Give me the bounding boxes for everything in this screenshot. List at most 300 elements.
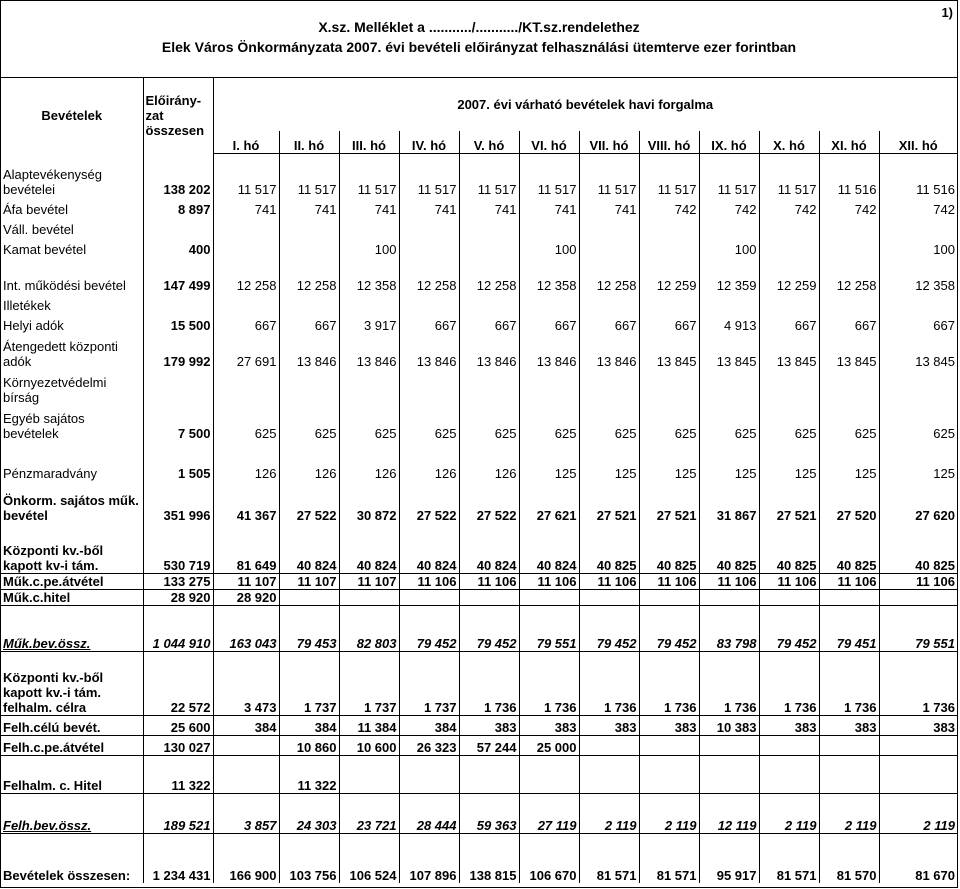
month-value-6: 625 [519, 405, 579, 441]
month-value-1: 12 258 [213, 257, 279, 293]
row-total: 138 202 [143, 153, 213, 197]
page-number: 1) [941, 5, 953, 20]
month-value-11: 1 736 [819, 651, 879, 715]
month-value-7: 11 517 [579, 153, 639, 197]
month-value-11 [819, 217, 879, 237]
month-value-9 [699, 369, 759, 405]
month-value-12: 667 [933, 318, 955, 333]
month-value-11 [819, 237, 879, 257]
row-label: Felh.bev.össz. [1, 793, 143, 833]
month-value-5: 667 [459, 313, 519, 333]
month-value-3: 23 721 [339, 793, 399, 833]
month-value-2: 625 [279, 405, 339, 441]
month-header-7: VII. hó [579, 131, 639, 153]
month-value-8: 1 736 [639, 651, 699, 715]
month-value-10: 27 521 [759, 481, 819, 523]
month-value-10: 667 [759, 313, 819, 333]
table-row [1, 237, 957, 257]
row-label: Felh.c.pe.átvétel [1, 735, 143, 755]
row-total: 25 600 [143, 715, 213, 735]
month-value-10 [759, 293, 819, 313]
table-row [1, 313, 957, 333]
month-value-4: 741 [399, 197, 459, 217]
row-label: Bevételek összesen: [1, 833, 143, 883]
month-value-1: 126 [213, 441, 279, 481]
month-value-7: 79 452 [579, 605, 639, 651]
row-total: 8 897 [143, 197, 213, 217]
month-value-5 [459, 369, 519, 405]
row-total: 133 275 [143, 573, 213, 589]
month-value-6: 125 [519, 441, 579, 481]
table-row [1, 715, 957, 735]
month-value-2: 24 303 [279, 793, 339, 833]
month-value-11: 81 570 [819, 833, 879, 883]
month-value-1 [213, 293, 279, 313]
month-value-8: 40 825 [639, 523, 699, 573]
month-value-7: 12 258 [579, 257, 639, 293]
month-value-10 [759, 217, 819, 237]
month-value-6: 40 824 [519, 523, 579, 573]
row-label: Áfa bevétel [1, 197, 143, 217]
month-value-4: 667 [399, 313, 459, 333]
month-value-9: 40 825 [699, 523, 759, 573]
row-label: Helyi adók [1, 313, 143, 333]
month-value-6 [519, 589, 579, 605]
row-label: Környezetvédelmi bírság [1, 369, 143, 405]
month-value-12: 383 [879, 715, 957, 735]
table-row [1, 257, 957, 293]
month-value-12: 1 736 [879, 651, 957, 715]
row-label: Műk.c.hitel [1, 589, 143, 605]
month-value-8: 667 [639, 313, 699, 333]
month-value-9: 11 517 [699, 153, 759, 197]
month-value-9: 13 845 [699, 333, 759, 369]
month-value-4: 28 444 [399, 793, 459, 833]
row-label: Illetékek [1, 293, 143, 313]
month-value-4 [399, 755, 459, 793]
month-value-3 [339, 589, 399, 605]
month-value-3: 106 524 [339, 833, 399, 883]
table-row [1, 441, 957, 481]
row-total: 1 505 [143, 441, 213, 481]
month-value-4 [399, 369, 459, 405]
table-row [1, 735, 957, 755]
month-value-4: 384 [399, 715, 459, 735]
month-value-11: 12 258 [819, 257, 879, 293]
month-value-10: 40 825 [759, 523, 819, 573]
month-value-5: 138 815 [459, 833, 519, 883]
month-value-9: 95 917 [699, 833, 759, 883]
month-value-1: 28 920 [213, 589, 279, 605]
month-value-12: 125 [933, 466, 955, 481]
month-value-8: 2 119 [639, 793, 699, 833]
month-value-4: 13 846 [399, 333, 459, 369]
month-value-2: 1 737 [279, 651, 339, 715]
month-value-10: 383 [759, 715, 819, 735]
month-header-2: II. hó [279, 131, 339, 153]
month-value-9 [699, 217, 759, 237]
title-block [1, 1, 957, 78]
month-value-9 [699, 293, 759, 313]
month-value-9: 31 867 [699, 481, 759, 523]
month-value-8: 81 571 [639, 833, 699, 883]
month-value-2: 40 824 [279, 523, 339, 573]
month-value-3: 1 737 [339, 651, 399, 715]
month-value-12: 40 825 [915, 557, 955, 573]
month-value-7: 741 [579, 197, 639, 217]
row-total: 22 572 [143, 651, 213, 715]
table-row [1, 333, 957, 369]
month-value-8 [639, 735, 699, 755]
month-value-11: 13 845 [819, 333, 879, 369]
month-value-4 [399, 237, 459, 257]
table-row [1, 589, 957, 605]
month-value-11 [819, 755, 879, 793]
table-row [1, 523, 957, 573]
table-row [1, 405, 957, 441]
month-value-1: 11 107 [213, 573, 279, 589]
month-value-5: 11 106 [459, 573, 519, 589]
month-value-7: 125 [579, 441, 639, 481]
month-value-5: 12 258 [459, 257, 519, 293]
month-value-8: 742 [639, 197, 699, 217]
month-value-7 [579, 369, 639, 405]
month-value-2 [279, 369, 339, 405]
row-total: 351 996 [143, 481, 213, 523]
month-value-4: 26 323 [399, 735, 459, 755]
month-value-6: 25 000 [519, 735, 579, 755]
row-label: Pénzmaradvány [1, 441, 143, 481]
table-row [1, 217, 957, 237]
month-value-5: 59 363 [459, 793, 519, 833]
month-value-4: 27 522 [399, 481, 459, 523]
month-value-9: 742 [699, 197, 759, 217]
month-value-1 [213, 735, 279, 755]
month-value-9: 1 736 [699, 651, 759, 715]
month-value-11: 79 451 [819, 605, 879, 651]
month-value-7: 11 106 [579, 573, 639, 589]
month-value-12 [879, 369, 957, 405]
month-value-8: 383 [639, 715, 699, 735]
month-value-1: 741 [213, 197, 279, 217]
month-value-5: 57 244 [459, 735, 519, 755]
month-value-7 [579, 217, 639, 237]
month-value-12 [879, 217, 957, 237]
month-value-10: 13 845 [759, 333, 819, 369]
month-value-11 [819, 293, 879, 313]
row-label: Alaptevékenység bevételei [1, 153, 143, 197]
table-row [1, 197, 957, 217]
month-value-8 [639, 755, 699, 793]
month-value-5: 11 517 [459, 153, 519, 197]
month-value-12: 27 620 [915, 508, 955, 523]
month-value-6: 79 551 [519, 605, 579, 651]
month-value-3: 741 [339, 197, 399, 217]
month-value-6 [519, 293, 579, 313]
month-value-10: 625 [759, 405, 819, 441]
month-value-8: 11 517 [639, 153, 699, 197]
month-value-11 [819, 369, 879, 405]
month-header-8: VIII. hó [639, 131, 699, 153]
month-value-2: 27 522 [279, 481, 339, 523]
header-monthly-title: 2007. évi várható bevételek havi forgalma [457, 96, 714, 112]
month-value-1: 11 517 [213, 153, 279, 197]
month-value-4 [399, 589, 459, 605]
month-value-8: 625 [639, 405, 699, 441]
month-value-6: 100 [519, 237, 579, 257]
month-value-5: 625 [459, 405, 519, 441]
month-value-11: 742 [819, 197, 879, 217]
month-value-10: 79 452 [759, 605, 819, 651]
header-row [1, 77, 957, 131]
month-value-1: 3 473 [213, 651, 279, 715]
month-value-2: 741 [279, 197, 339, 217]
row-label: Önkorm. sajátos műk. bevétel [1, 481, 143, 523]
revenue-table [1, 77, 957, 883]
month-value-3: 10 600 [339, 735, 399, 755]
month-value-5: 79 452 [459, 605, 519, 651]
month-value-1: 27 691 [213, 333, 279, 369]
month-value-2: 13 846 [279, 333, 339, 369]
month-value-8 [639, 237, 699, 257]
month-value-12: 81 670 [879, 833, 957, 883]
month-value-11: 383 [819, 715, 879, 735]
month-value-5: 27 522 [459, 481, 519, 523]
month-value-9: 12 359 [699, 257, 759, 293]
table-row [1, 651, 957, 715]
month-value-1: 166 900 [213, 833, 279, 883]
month-value-10 [759, 589, 819, 605]
month-value-12 [879, 755, 957, 793]
month-value-12 [879, 735, 957, 755]
month-value-3 [339, 755, 399, 793]
table-row [1, 833, 957, 883]
month-value-1: 667 [213, 313, 279, 333]
month-value-2 [279, 217, 339, 237]
row-total: 1 234 431 [143, 833, 213, 883]
month-value-2: 11 107 [279, 573, 339, 589]
month-value-5 [459, 755, 519, 793]
month-header-1: I. hó [213, 131, 279, 153]
row-label: Kamat bevétel [1, 237, 143, 257]
month-value-1: 163 043 [213, 605, 279, 651]
row-label: Egyéb sajátos bevételek [1, 405, 143, 441]
month-value-8 [639, 293, 699, 313]
month-value-6 [519, 217, 579, 237]
month-value-1 [213, 755, 279, 793]
month-value-6: 106 670 [519, 833, 579, 883]
month-value-7: 383 [579, 715, 639, 735]
month-value-3: 126 [339, 441, 399, 481]
table-row [1, 293, 957, 313]
month-value-10: 742 [759, 197, 819, 217]
month-value-9: 10 383 [699, 715, 759, 735]
month-value-6: 11 106 [519, 573, 579, 589]
month-value-6: 667 [519, 313, 579, 333]
row-total: 179 992 [143, 333, 213, 369]
month-value-3 [339, 293, 399, 313]
month-value-6: 1 736 [519, 651, 579, 715]
month-value-5 [459, 217, 519, 237]
month-value-3: 11 384 [339, 715, 399, 735]
month-value-12: 12 358 [915, 278, 955, 293]
month-value-5: 126 [459, 441, 519, 481]
month-value-3: 40 824 [339, 523, 399, 573]
row-total [143, 293, 213, 313]
month-value-7: 667 [579, 313, 639, 333]
month-value-1: 81 649 [213, 523, 279, 573]
month-value-8: 27 521 [639, 481, 699, 523]
month-value-11: 27 520 [819, 481, 879, 523]
month-value-4: 12 258 [399, 257, 459, 293]
month-value-10: 1 736 [759, 651, 819, 715]
row-label: Váll. bevétel [1, 217, 143, 237]
month-value-3: 11 517 [339, 153, 399, 197]
month-value-2: 11 322 [279, 755, 339, 793]
month-value-2: 103 756 [279, 833, 339, 883]
month-value-3: 100 [339, 237, 399, 257]
month-value-11: 625 [819, 405, 879, 441]
month-value-11: 11 106 [819, 573, 879, 589]
title-line-2: Elek Város Önkormányzata 2007. évi bevételi előirányzat felhasználási ütemterve ezer forintban [161, 39, 797, 55]
table-row [1, 755, 957, 793]
row-total: 400 [143, 237, 213, 257]
table-row [1, 793, 957, 833]
month-value-9: 4 913 [699, 313, 759, 333]
month-value-10: 11 517 [759, 153, 819, 197]
month-value-7: 625 [579, 405, 639, 441]
month-value-5 [459, 293, 519, 313]
month-value-11: 11 516 [819, 153, 879, 197]
month-value-5 [459, 589, 519, 605]
month-value-11: 2 119 [819, 793, 879, 833]
month-value-4: 11 106 [399, 573, 459, 589]
row-label: Műk.bev.össz. [1, 605, 143, 651]
month-value-2 [279, 237, 339, 257]
month-value-8: 13 845 [639, 333, 699, 369]
month-value-6: 13 846 [519, 333, 579, 369]
month-value-9 [699, 755, 759, 793]
month-value-7: 13 846 [579, 333, 639, 369]
month-value-6 [519, 755, 579, 793]
month-value-7 [579, 735, 639, 755]
month-value-12: 2 119 [879, 793, 957, 833]
row-total: 189 521 [143, 793, 213, 833]
row-label: Felh.célú bevét. [1, 715, 143, 735]
month-value-8 [639, 589, 699, 605]
month-value-9 [699, 735, 759, 755]
month-header-11: XI. hó [819, 131, 879, 153]
row-total: 28 920 [143, 589, 213, 605]
month-value-3: 625 [339, 405, 399, 441]
month-value-5 [459, 237, 519, 257]
month-value-6: 383 [519, 715, 579, 735]
month-value-4: 11 517 [399, 153, 459, 197]
month-value-7 [579, 589, 639, 605]
month-value-3: 82 803 [339, 605, 399, 651]
month-value-3: 3 917 [339, 313, 399, 333]
month-value-4: 107 896 [399, 833, 459, 883]
month-value-5: 383 [459, 715, 519, 735]
month-value-12: 11 106 [879, 573, 957, 589]
month-value-6: 27 119 [519, 793, 579, 833]
month-value-6: 11 517 [519, 153, 579, 197]
title-line-1: X.sz. Melléklet a .........../.........../KT.sz.rendelethez [318, 19, 640, 35]
table-row [1, 153, 957, 197]
month-value-8 [639, 369, 699, 405]
month-value-8: 79 452 [639, 605, 699, 651]
month-value-7 [579, 237, 639, 257]
month-value-9: 625 [699, 405, 759, 441]
month-value-2: 11 517 [279, 153, 339, 197]
month-value-11: 125 [819, 441, 879, 481]
month-value-5: 40 824 [459, 523, 519, 573]
month-value-6: 741 [519, 197, 579, 217]
month-value-7: 40 825 [579, 523, 639, 573]
month-value-7: 27 521 [579, 481, 639, 523]
month-value-5: 13 846 [459, 333, 519, 369]
month-value-7: 1 736 [579, 651, 639, 715]
month-value-10: 125 [759, 441, 819, 481]
month-value-9: 11 106 [699, 573, 759, 589]
month-header-4: IV. hó [399, 131, 459, 153]
month-value-8 [639, 217, 699, 237]
month-value-6: 27 621 [519, 481, 579, 523]
month-value-2: 12 258 [279, 257, 339, 293]
month-value-4: 1 737 [399, 651, 459, 715]
month-value-1: 41 367 [213, 481, 279, 523]
month-value-11 [819, 589, 879, 605]
month-value-9 [699, 589, 759, 605]
month-value-11 [819, 735, 879, 755]
month-value-5: 741 [459, 197, 519, 217]
header-total-cell: Előirány-zat összesen [143, 77, 213, 153]
row-label: Műk.c.pe.átvétel [1, 573, 143, 589]
month-value-7: 81 571 [579, 833, 639, 883]
month-value-2: 79 453 [279, 605, 339, 651]
month-value-5: 1 736 [459, 651, 519, 715]
row-label: Átengedett központi adók [1, 333, 143, 369]
month-value-9: 100 [699, 237, 759, 257]
month-value-1: 384 [213, 715, 279, 735]
month-value-4: 126 [399, 441, 459, 481]
table-row [1, 573, 957, 589]
month-value-4: 40 824 [399, 523, 459, 573]
month-value-11: 667 [819, 313, 879, 333]
month-value-11: 40 825 [819, 523, 879, 573]
month-value-4: 79 452 [399, 605, 459, 651]
table-row [1, 605, 957, 651]
month-value-12: 79 551 [915, 635, 955, 651]
month-value-10 [759, 755, 819, 793]
month-value-12 [879, 293, 957, 313]
month-value-12: 100 [933, 242, 955, 257]
month-value-12: 13 845 [915, 354, 955, 369]
row-total: 147 499 [143, 257, 213, 293]
month-header-9: IX. hó [699, 131, 759, 153]
month-value-3: 13 846 [339, 333, 399, 369]
month-value-12 [879, 589, 957, 605]
month-value-3: 30 872 [339, 481, 399, 523]
month-header-10: X. hó [759, 131, 819, 153]
month-value-10 [759, 735, 819, 755]
month-value-1 [213, 217, 279, 237]
month-header-5: V. hó [459, 131, 519, 153]
row-label: Központi kv.-ből kapott kv.-i tám. felhalm. célra [1, 651, 143, 715]
header-label-cell: Bevételek [1, 77, 143, 153]
month-value-3 [339, 369, 399, 405]
month-value-12: 625 [933, 426, 955, 441]
